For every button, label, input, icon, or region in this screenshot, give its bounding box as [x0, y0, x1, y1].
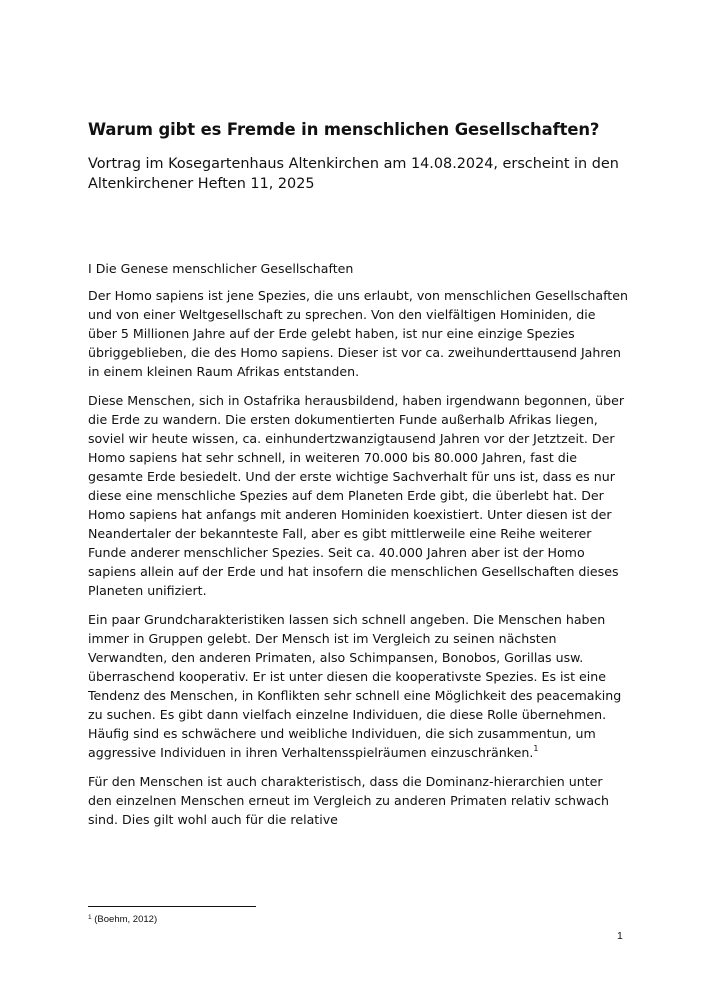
- paragraph-1: Der Homo sapiens ist jene Spezies, die uns erlaubt, von menschlichen Gesellschaften und von einer Weltgesellschaft zu sprechen. Von den vielfältigen Hominiden, die über 5 Millionen Jahre auf der Erde gelebt haben, ist nur eine einzige Spezies übriggeblieben, die des Homo sapiens. Dieser ist vor ca. zweihunderttausend Jahren in einem kleinen Raum Afrikas entstanden.: [88, 288, 628, 379]
- paragraph-3: [88, 610, 628, 762]
- document-subtitle: Vortrag im Kosegartenhaus Altenkirchen am 14.08.2024, erscheint in den Altenkirchener Heften 11, 2025: [88, 156, 619, 192]
- footnote: [88, 914, 157, 925]
- paragraph-3-text: Ein paar Grundcharakteristiken lassen sich schnell angeben. Die Menschen haben immer in Gruppen gelebt. Der Mensch ist im Vergleich zu seinen nächsten Verwandten, den anderen Primaten, also Schimpansen, Bonobos, Gorillas usw. überraschend kooperativ. Er ist unter diesen die kooperativste Spezies. Es ist eine Tendenz des Menschen, in Konflikten sehr schnell eine Möglichkeit des peacemaking zu suchen. Es gibt dann vielfach einzelne Individuen, die diese Rolle übernehmen. Häufig sind es schwächere und weibliche Individuen, die sich zusammentun, um aggressive Individuen in ihren Verhaltensspielräumen einzuschränken.: [88, 612, 622, 760]
- paragraph-2: Diese Menschen, sich in Ostafrika herausbildend, haben irgendwann begonnen, über die Erde zu wandern. Die ersten dokumentierten Funde außerhalb Afrikas liegen, soviel wir heute wissen, ca. einhundertzwanzigtausend Jahren vor der Jetztzeit. Der Homo sapiens hat sehr schnell, in weiteren 70.000 bis 80.000 Jahren, fast die gesamte Erde besiedelt. Und der erste wichtige Sachverhalt für uns ist, dass es nur diese eine menschliche Spezies auf dem Planeten Erde gibt, die überlebt hat. Der Homo sapiens hat anfangs mit anderen Hominiden koexistiert. Unter diesen ist der Neandertaler der bekannteste Fall, aber es gibt mittlerweile eine Reihe weiterer Funde anderer menschlicher Spezies. Seit ca. 40.000 Jahren aber ist der Homo sapiens allein auf der Erde und hat insofern die menschlichen Gesellschaften dieses Planeten unifiziert.: [88, 393, 625, 598]
- footnote-reference[interactable]: 1: [533, 744, 539, 753]
- paragraph-4: Für den Menschen ist auch charakteristisch, dass die Dominanz-hierarchien unter den einzelnen Menschen erneut im Vergleich zu anderen Primaten relativ schwach sind. Dies gilt wohl auch für die relative: [88, 774, 609, 827]
- footnote-number: 1: [88, 914, 92, 921]
- page-content: [88, 120, 628, 829]
- page-number: 1: [617, 930, 623, 942]
- document-title: Warum gibt es Fremde in menschlichen Gesellschaften?: [88, 120, 600, 139]
- section-heading: I Die Genese menschlicher Gesellschaften: [88, 261, 354, 276]
- footnote-text: (Boehm, 2012): [94, 914, 158, 925]
- footnote-divider: [88, 906, 256, 907]
- spacer: [88, 194, 628, 259]
